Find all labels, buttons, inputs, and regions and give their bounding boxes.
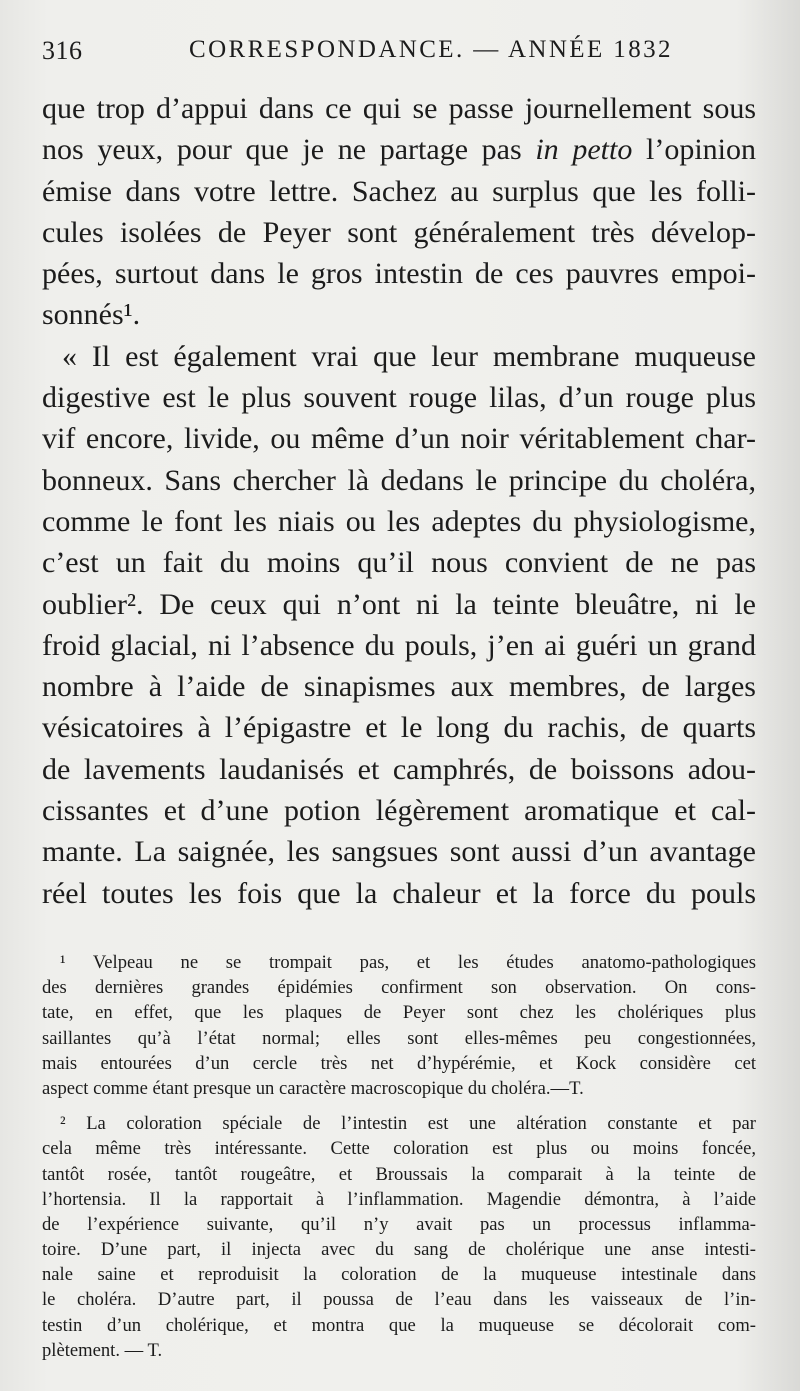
footnote-line: le choléra. D’autre part, il poussa de l’eau dans les vaisseaux de l’in- bbox=[42, 1289, 756, 1311]
body-line: bonneux. Sans chercher là dedans le principe du choléra, bbox=[42, 463, 756, 497]
body-line: réel toutes les fois que la chaleur et la force du pouls bbox=[42, 876, 756, 910]
footnote-line: des dernières grandes épidémies confirment son observation. On cons- bbox=[42, 977, 756, 999]
footnote-line: plètement. — T. bbox=[42, 1339, 163, 1361]
body-line: de lavements laudanisés et camphrés, de boissons adou- bbox=[42, 752, 756, 786]
footnote-line: tantôt rosée, tantôt rougeâtre, et Broussais la comparait à la teinte de bbox=[42, 1163, 756, 1185]
footnote-line: ¹ Velpeau ne se trompait pas, et les études anatomo-pathologiques bbox=[60, 952, 756, 973]
footnote-line: mais entourées d’un cercle très net d’hypérémie, et Kock considère cet bbox=[42, 1052, 756, 1074]
body-line: cissantes et d’une potion légèrement aromatique et cal- bbox=[42, 794, 756, 828]
body-line: oublier². De ceux qui n’ont ni la teinte bleuâtre, ni le bbox=[42, 587, 756, 621]
body-line: c’est un fait du moins qu’il nous convient de ne pas bbox=[42, 546, 756, 580]
body-line: vif encore, livide, ou même d’un noir véritablement char- bbox=[42, 422, 756, 456]
footnote-line: toire. D’une part, il injecta avec du sang de cholérique une anse intesti- bbox=[42, 1239, 756, 1261]
body-line: nombre à l’aide de sinapismes aux membres, de larges bbox=[42, 670, 756, 704]
footnote-line: cela même très intéressante. Cette coloration est plus ou moins foncée, bbox=[42, 1138, 756, 1160]
body-line: émise dans votre lettre. Sachez au surplus que les folli- bbox=[42, 174, 756, 208]
body-line: digestive est le plus souvent rouge lilas, d’un rouge plus bbox=[42, 381, 756, 415]
body-line: froid glacial, ni l’absence du pouls, j’en ai guéri un grand bbox=[42, 628, 756, 662]
body-line: comme le font les niais ou les adeptes du physiologisme, bbox=[42, 504, 756, 538]
footnote-1 bbox=[42, 950, 756, 1101]
body-line: que trop d’appui dans ce qui se passe journellement sous bbox=[42, 92, 756, 125]
body-line: cules isolées de Peyer sont généralement très dévelop- bbox=[42, 215, 756, 249]
body-line: « Il est également vrai que leur membrane muqueuse bbox=[62, 339, 756, 373]
footnote-line: l’hortensia. Il la rapportait à l’inflammation. Magendie démontra, à l’aide bbox=[42, 1188, 756, 1210]
running-title: CORRESPONDANCE. — ANNÉE 1832 bbox=[189, 36, 673, 63]
body-line: pées, surtout dans le gros intestin de ces pauvres empoi- bbox=[42, 257, 756, 291]
page-header bbox=[42, 36, 742, 72]
footnote-line: nale saine et reproduisit la coloration de la muqueuse intestinale dans bbox=[42, 1264, 756, 1286]
footnote-line: aspect comme étant presque un caractère macroscopique du choléra.—T. bbox=[42, 1077, 584, 1099]
body-line: vésicatoires à l’épigastre et le long du rachis, de quarts bbox=[42, 711, 756, 745]
footnote-line: saillantes qu’à l’état normal; elles sont elles-mêmes peu congestionnées, bbox=[42, 1027, 756, 1049]
main-text-block bbox=[42, 88, 756, 914]
body-line: sonnés¹. bbox=[42, 298, 141, 332]
page-number: 316 bbox=[42, 36, 83, 65]
footnote-line: tate, en effet, que les plaques de Peyer sont chez les cholériques plus bbox=[42, 1002, 756, 1024]
footnotes bbox=[42, 950, 756, 1363]
body-line: nos yeux, pour que je ne partage pas in petto l’opinion bbox=[42, 133, 756, 167]
body-line: mante. La saignée, les sangsues sont aussi d’un avantage bbox=[42, 835, 756, 869]
footnote-separator bbox=[42, 1101, 756, 1111]
footnote-line: ² La coloration spéciale de l’intestin est une altération constante et par bbox=[60, 1113, 756, 1135]
footnote-line: de l’expérience suivante, qu’il n’y avait pas un processus inflamma- bbox=[42, 1213, 756, 1235]
footnote-line: testin d’un cholérique, et montra que la muqueuse se décolorait com- bbox=[42, 1314, 756, 1336]
footnote-2 bbox=[42, 1111, 756, 1363]
